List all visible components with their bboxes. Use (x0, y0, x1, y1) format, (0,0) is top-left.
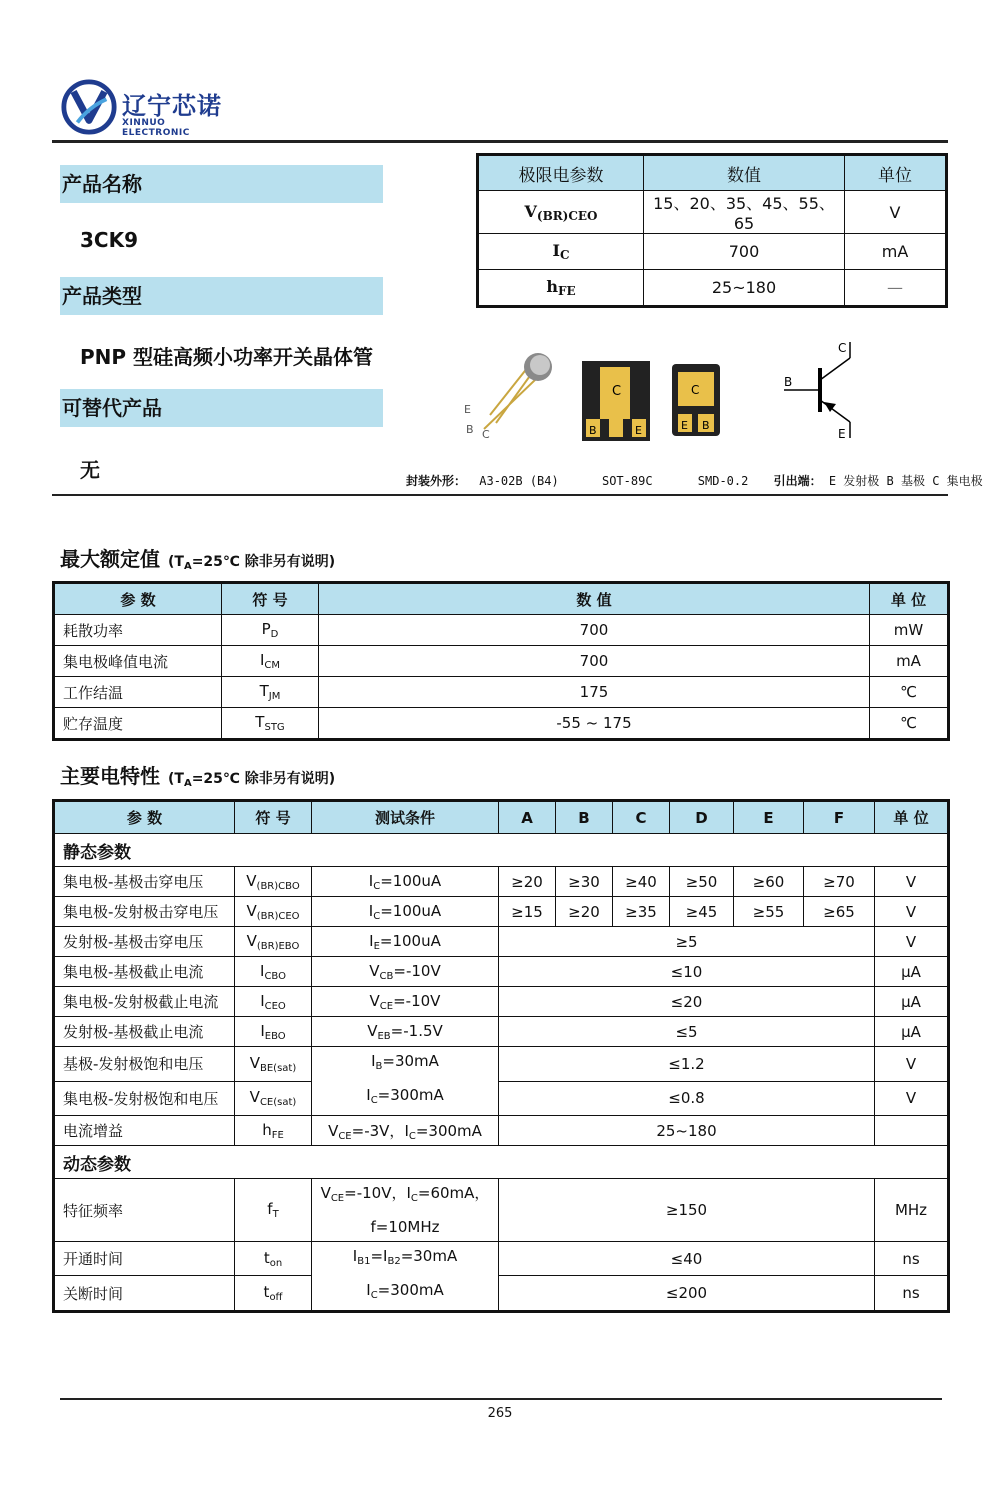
condition-cell: $I_E=100uA$ (312, 927, 499, 957)
value-cell: ≤0.8 (499, 1081, 875, 1116)
param-cell: 集电极-基极击穿电压 (54, 867, 235, 897)
header-cell: C (613, 801, 670, 834)
product-name-value: 3CK9 (80, 228, 139, 252)
table-row (54, 615, 949, 646)
value-cell: 15、20、35、45、55、65 (644, 191, 845, 234)
condition-cell: $I_C=100uA$ (312, 897, 499, 927)
pin-label: B (466, 423, 474, 436)
table-row (54, 1081, 949, 1116)
value-cell: 175 (319, 677, 870, 708)
dynamic-section-title: 动态参数 (54, 1146, 949, 1179)
header-cell: E (734, 801, 804, 834)
table-row (54, 1116, 949, 1146)
param-cell: 发射极-基极截止电流 (54, 1017, 235, 1047)
unit-cell: V (845, 191, 947, 234)
section-row (54, 834, 949, 867)
package-caption (406, 472, 983, 489)
header-cell: B (556, 801, 613, 834)
unit-cell: V (875, 867, 949, 897)
condition-cell: $V_{CB}=-10V$ (312, 957, 499, 987)
unit-cell: mA (845, 234, 947, 270)
pin-label: C (838, 341, 847, 355)
param-cell: 集电极-发射极击穿电压 (54, 897, 235, 927)
value-cell: ≤1.2 (499, 1047, 875, 1082)
product-type-label: 产品类型 (60, 277, 383, 315)
symbol-cell: $V_{(BR)CEO}$ (235, 897, 312, 927)
package-sot89: SOT-89C (601, 474, 653, 488)
condition-cell: $V_{CE}=-10V$，$I_C=60mA$， f=10MHz (312, 1179, 499, 1242)
value-cell: 25~180 (644, 270, 845, 307)
value-cell: ≥15 (499, 897, 556, 927)
value-cell: ≥60 (734, 867, 804, 897)
value-cell: ≤10 (499, 957, 875, 987)
value-cell: ≥30 (556, 867, 613, 897)
characteristics-heading: 主要电特性 ($T_A=25℃$ 除非另有说明) (60, 764, 336, 789)
table-row (54, 1047, 949, 1082)
param-cell: 关断时间 (54, 1276, 235, 1312)
value-cell: 700 (644, 234, 845, 270)
value-cell: ≥35 (613, 897, 670, 927)
condition-cell: $I_{B1}=I_{B2}=30mA$ $I_C=300mA$ (312, 1242, 499, 1312)
section-row (54, 1146, 949, 1179)
value-cell: ≥50 (670, 867, 734, 897)
table-row (54, 1179, 949, 1242)
product-type-value: PNP 型硅高频小功率开关晶体管 (80, 345, 374, 369)
pin-label: C (612, 384, 622, 399)
header-cell: 单 位 (875, 801, 949, 834)
unit-cell: μA (875, 987, 949, 1017)
smd-package-icon (672, 364, 720, 436)
pnp-transistor-symbol-icon (780, 338, 860, 442)
value-cell: ≥70 (804, 867, 875, 897)
unit-cell: MHz (875, 1179, 949, 1242)
section-divider (52, 494, 948, 496)
table-row (54, 708, 949, 740)
unit-cell (875, 1116, 949, 1146)
pin-label: C (691, 383, 700, 397)
page-number: 265 (487, 1406, 513, 1421)
header-cell: 单 位 (870, 583, 949, 615)
to-package-icon (460, 345, 560, 445)
sot89-package-icon (582, 361, 650, 441)
table-row (478, 270, 947, 307)
header-cell: 符 号 (235, 801, 312, 834)
param-cell: 集电极峰值电流 (54, 646, 222, 677)
pin-label: B (589, 424, 597, 437)
alternative-product-value: 无 (80, 458, 100, 482)
characteristics-table (52, 799, 950, 1313)
unit-cell: ℃ (870, 677, 949, 708)
pin-label: C (482, 428, 490, 441)
table-header-row (478, 155, 947, 191)
pin-label: B (702, 419, 710, 432)
brand-name-cn: 辽宁芯诺 (122, 92, 222, 120)
unit-cell: mA (870, 646, 949, 677)
header-cell: 参 数 (54, 583, 222, 615)
symbol-cell: $V_{(BR)CBO}$ (235, 867, 312, 897)
max-ratings-table (52, 581, 950, 741)
symbol-cell: $h_{FE}$ (478, 270, 644, 307)
condition-cell: $I_C=100uA$ (312, 867, 499, 897)
pin-label: E (838, 427, 846, 441)
pin-label: E (464, 403, 471, 416)
header-cell: F (804, 801, 875, 834)
symbol-cell: $f_T$ (235, 1179, 312, 1242)
table-row (54, 646, 949, 677)
condition-cell: $V_{CE}=-3V$，$I_C=300mA$ (312, 1116, 499, 1146)
value-cell: 25~180 (499, 1116, 875, 1146)
table-row (54, 987, 949, 1017)
static-section-title: 静态参数 (54, 834, 949, 867)
header-cell: 单位 (845, 155, 947, 191)
symbol-cell: $I_{CEO}$ (235, 987, 312, 1017)
pin-description: E 发射极 B 基极 C 集电极 (828, 474, 983, 488)
value-cell: 700 (319, 646, 870, 677)
symbol-cell: $T_{JM}$ (222, 677, 319, 708)
value-cell: ≤200 (499, 1276, 875, 1312)
value-cell: 700 (319, 615, 870, 646)
header-cell: 符 号 (222, 583, 319, 615)
condition-cell: $V_{CE}=-10V$ (312, 987, 499, 1017)
table-row (54, 1017, 949, 1047)
value-cell: ≤5 (499, 1017, 875, 1047)
param-cell: 贮存温度 (54, 708, 222, 740)
symbol-cell: $V_{CE(sat)}$ (235, 1081, 312, 1116)
symbol-cell: $V_{BE(sat)}$ (235, 1047, 312, 1082)
package-a3: A3-02B (B4) (479, 474, 559, 488)
header-cell: 参 数 (54, 801, 235, 834)
table-row (54, 867, 949, 897)
unit-cell: — (845, 270, 947, 307)
symbol-cell: $t_{off}$ (235, 1276, 312, 1312)
table-row (54, 897, 949, 927)
package-smd: SMD-0.2 (697, 474, 749, 488)
table-row (54, 1276, 949, 1312)
table-header-row (54, 801, 949, 834)
limit-parameters-table (476, 153, 948, 308)
param-cell: 集电极-发射极饱和电压 (54, 1081, 235, 1116)
unit-cell: ns (875, 1276, 949, 1312)
unit-cell: μA (875, 957, 949, 987)
param-cell: 电流增益 (54, 1116, 235, 1146)
symbol-cell: $V_{(BR)CEO}$ (478, 191, 644, 234)
table-row (54, 1242, 949, 1276)
value-cell: ≥20 (499, 867, 556, 897)
value-cell: ≥45 (670, 897, 734, 927)
param-cell: 特征频率 (54, 1179, 235, 1242)
pin-label: E (681, 419, 688, 432)
condition-cell: $I_B=30mA$ $I_C=300mA$ (312, 1047, 499, 1116)
alternative-product-label: 可替代产品 (60, 389, 383, 427)
param-cell: 集电极-发射极截止电流 (54, 987, 235, 1017)
company-logo (60, 78, 230, 138)
value-cell: ≤40 (499, 1242, 875, 1276)
value-cell: ≤20 (499, 987, 875, 1017)
footer-divider (60, 1398, 942, 1400)
symbol-cell: $I_{CM}$ (222, 646, 319, 677)
symbol-cell: $V_{(BR)EBO}$ (235, 927, 312, 957)
unit-cell: V (875, 927, 949, 957)
pin-title: 引出端： (773, 474, 822, 488)
table-row (478, 191, 947, 234)
param-cell: 工作结温 (54, 677, 222, 708)
param-cell: 耗散功率 (54, 615, 222, 646)
value-cell: ≥55 (734, 897, 804, 927)
table-row (54, 677, 949, 708)
unit-cell: μA (875, 1017, 949, 1047)
unit-cell: V (875, 897, 949, 927)
table-row (54, 957, 949, 987)
condition-cell: $V_{EB}=-1.5V$ (312, 1017, 499, 1047)
product-name-label: 产品名称 (60, 165, 383, 203)
condition-note: ($T_A=25℃$ 除非另有说明) (168, 554, 336, 572)
unit-cell: ℃ (870, 708, 949, 740)
symbol-cell: $I_C$ (478, 234, 644, 270)
unit-cell: mW (870, 615, 949, 646)
value-cell: ≥40 (613, 867, 670, 897)
param-cell: 基极-发射极饱和电压 (54, 1047, 235, 1082)
table-row (54, 927, 949, 957)
symbol-cell: $P_D$ (222, 615, 319, 646)
pin-label: E (635, 424, 642, 437)
header-cell: 极限电参数 (478, 155, 644, 191)
symbol-cell: $I_{CBO}$ (235, 957, 312, 987)
logo-emblem-icon (60, 78, 118, 136)
unit-cell: V (875, 1047, 949, 1082)
header-cell: A (499, 801, 556, 834)
pin-label: B (784, 375, 793, 389)
param-cell: 开通时间 (54, 1242, 235, 1276)
brand-name-en: XINNUO ELECTRONIC (122, 118, 190, 138)
symbol-cell: $t_{on}$ (235, 1242, 312, 1276)
value-cell: ≥65 (804, 897, 875, 927)
value-cell: -55 ~ 175 (319, 708, 870, 740)
condition-note: ($T_A=25℃$ 除非另有说明) (168, 771, 336, 789)
caption-title: 封装外形： (406, 474, 467, 488)
value-cell: ≥150 (499, 1179, 875, 1242)
symbol-cell: $T_{STG}$ (222, 708, 319, 740)
value-cell: ≥20 (556, 897, 613, 927)
table-row (478, 234, 947, 270)
max-ratings-heading: 最大额定值 ($T_A=25℃$ 除非另有说明) (60, 547, 336, 572)
header-cell: 数 值 (319, 583, 870, 615)
param-cell: 发射极-基极击穿电压 (54, 927, 235, 957)
header-divider (52, 140, 948, 143)
symbol-cell: $h_{FE}$ (235, 1116, 312, 1146)
unit-cell: V (875, 1081, 949, 1116)
header-cell: D (670, 801, 734, 834)
unit-cell: ns (875, 1242, 949, 1276)
symbol-cell: $I_{EBO}$ (235, 1017, 312, 1047)
value-cell: ≥5 (499, 927, 875, 957)
param-cell: 集电极-基极截止电流 (54, 957, 235, 987)
table-header-row (54, 583, 949, 615)
header-cell: 测试条件 (312, 801, 499, 834)
header-cell: 数值 (644, 155, 845, 191)
